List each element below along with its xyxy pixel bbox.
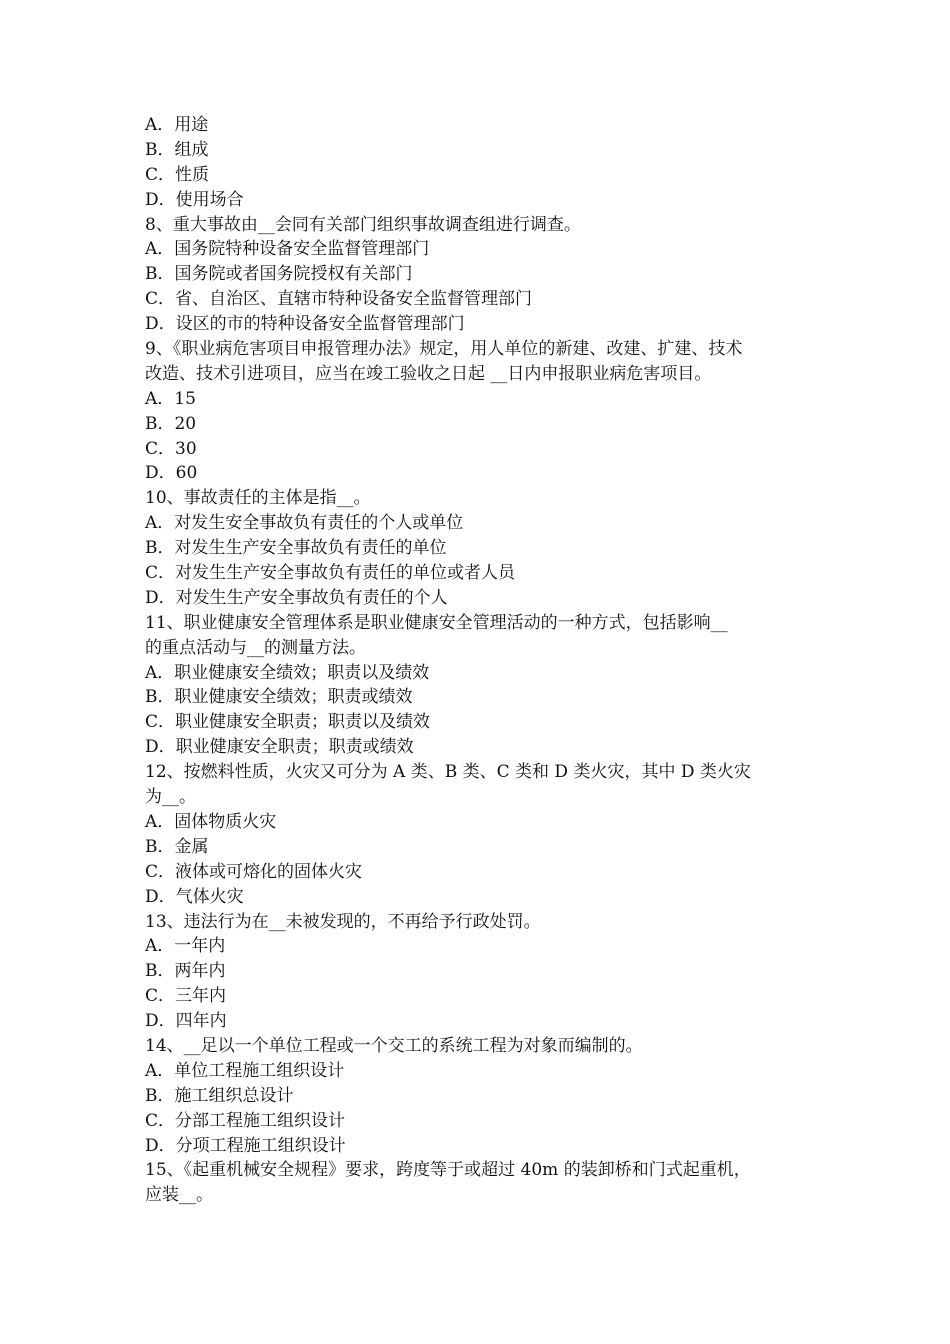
- option-line: B．两年内: [145, 961, 226, 982]
- option-line: B．20: [145, 413, 197, 434]
- option-line: D．职业健康安全职责；职责或绩效: [145, 737, 414, 758]
- option-line: A．对发生安全事故负有责任的个人或单位: [145, 513, 464, 534]
- option-line: C．对发生生产安全事故负有责任的单位或者人员: [145, 563, 516, 584]
- option-line: D．气体火灾: [145, 886, 244, 907]
- option-line: D．四年内: [145, 1011, 227, 1032]
- option-line: C．省、自治区、直辖市特种设备安全监督管理部门: [145, 289, 533, 310]
- option-line: C．职业健康安全职责；职责以及绩效: [145, 712, 431, 733]
- option-line: A．固体物质火灾: [145, 811, 277, 832]
- question-13: 13、违法行为在__未被发现的，不再给予行政处罚。: [145, 911, 541, 932]
- question-11-line-2: 的重点活动与__的测量方法。: [145, 637, 366, 658]
- option-line: B．国务院或者国务院授权有关部门: [145, 264, 413, 285]
- option-line: B．职业健康安全绩效；职责或绩效: [145, 687, 413, 708]
- question-10: 10、事故责任的主体是指__。: [145, 488, 371, 509]
- question-14: 14、__足以一个单位工程或一个交工的系统工程为对象而编制的。: [145, 1035, 643, 1056]
- option-line: B．施工组织总设计: [145, 1085, 294, 1106]
- question-15-line-2: 应装__。: [145, 1185, 213, 1206]
- option-line: D．设区的市的特种设备安全监督管理部门: [145, 314, 465, 335]
- option-line: C．三年内: [145, 986, 227, 1007]
- option-line: C．30: [145, 438, 197, 459]
- option-line: B．金属: [145, 836, 209, 857]
- option-line: C．液体或可熔化的固体火灾: [145, 861, 363, 882]
- question-8: 8、重大事故由__会同有关部门组织事故调查组进行调查。: [145, 214, 581, 235]
- question-9-line-2: 改造、技术引进项目，应当在竣工验收之日起 __日内申报职业病危害项目。: [145, 363, 712, 384]
- option-line: D．60: [145, 463, 198, 484]
- document-body: [145, 113, 810, 1208]
- option-line: D．分项工程施工组织设计: [145, 1135, 346, 1156]
- option-line: B．对发生生产安全事故负有责任的单位: [145, 538, 447, 559]
- option-line: C．性质: [145, 164, 210, 185]
- option-line: B．组成: [145, 139, 209, 160]
- option-line: A．15: [145, 388, 196, 409]
- option-line: C．分部工程施工组织设计: [145, 1110, 346, 1131]
- option-line: D．使用场合: [145, 189, 244, 210]
- option-line: A．一年内: [145, 936, 226, 957]
- question-12-line-2: 为__。: [145, 787, 196, 808]
- question-12-line-1: 12、按燃料性质，火灾又可分为 A 类、B 类、C 类和 D 类火灾，其中 D 类火灾: [145, 762, 751, 783]
- option-line: D．对发生生产安全事故负有责任的个人: [145, 587, 448, 608]
- question-15-line-1: 15、《起重机械安全规程》要求，跨度等于或超过 40m 的装卸桥和门式起重机，: [145, 1160, 751, 1181]
- option-line: A．国务院特种设备安全监督管理部门: [145, 239, 430, 260]
- question-9-line-1: 9、《职业病危害项目申报管理办法》规定，用人单位的新建、改建、扩建、技术: [145, 339, 743, 360]
- question-11-line-1: 11、职业健康安全管理体系是职业健康安全管理活动的一种方式，包括影响__: [145, 612, 728, 633]
- option-line: A．单位工程施工组织设计: [145, 1060, 345, 1081]
- option-line: A．职业健康安全绩效；职责以及绩效: [145, 662, 430, 683]
- option-line: A．用途: [145, 115, 209, 135]
